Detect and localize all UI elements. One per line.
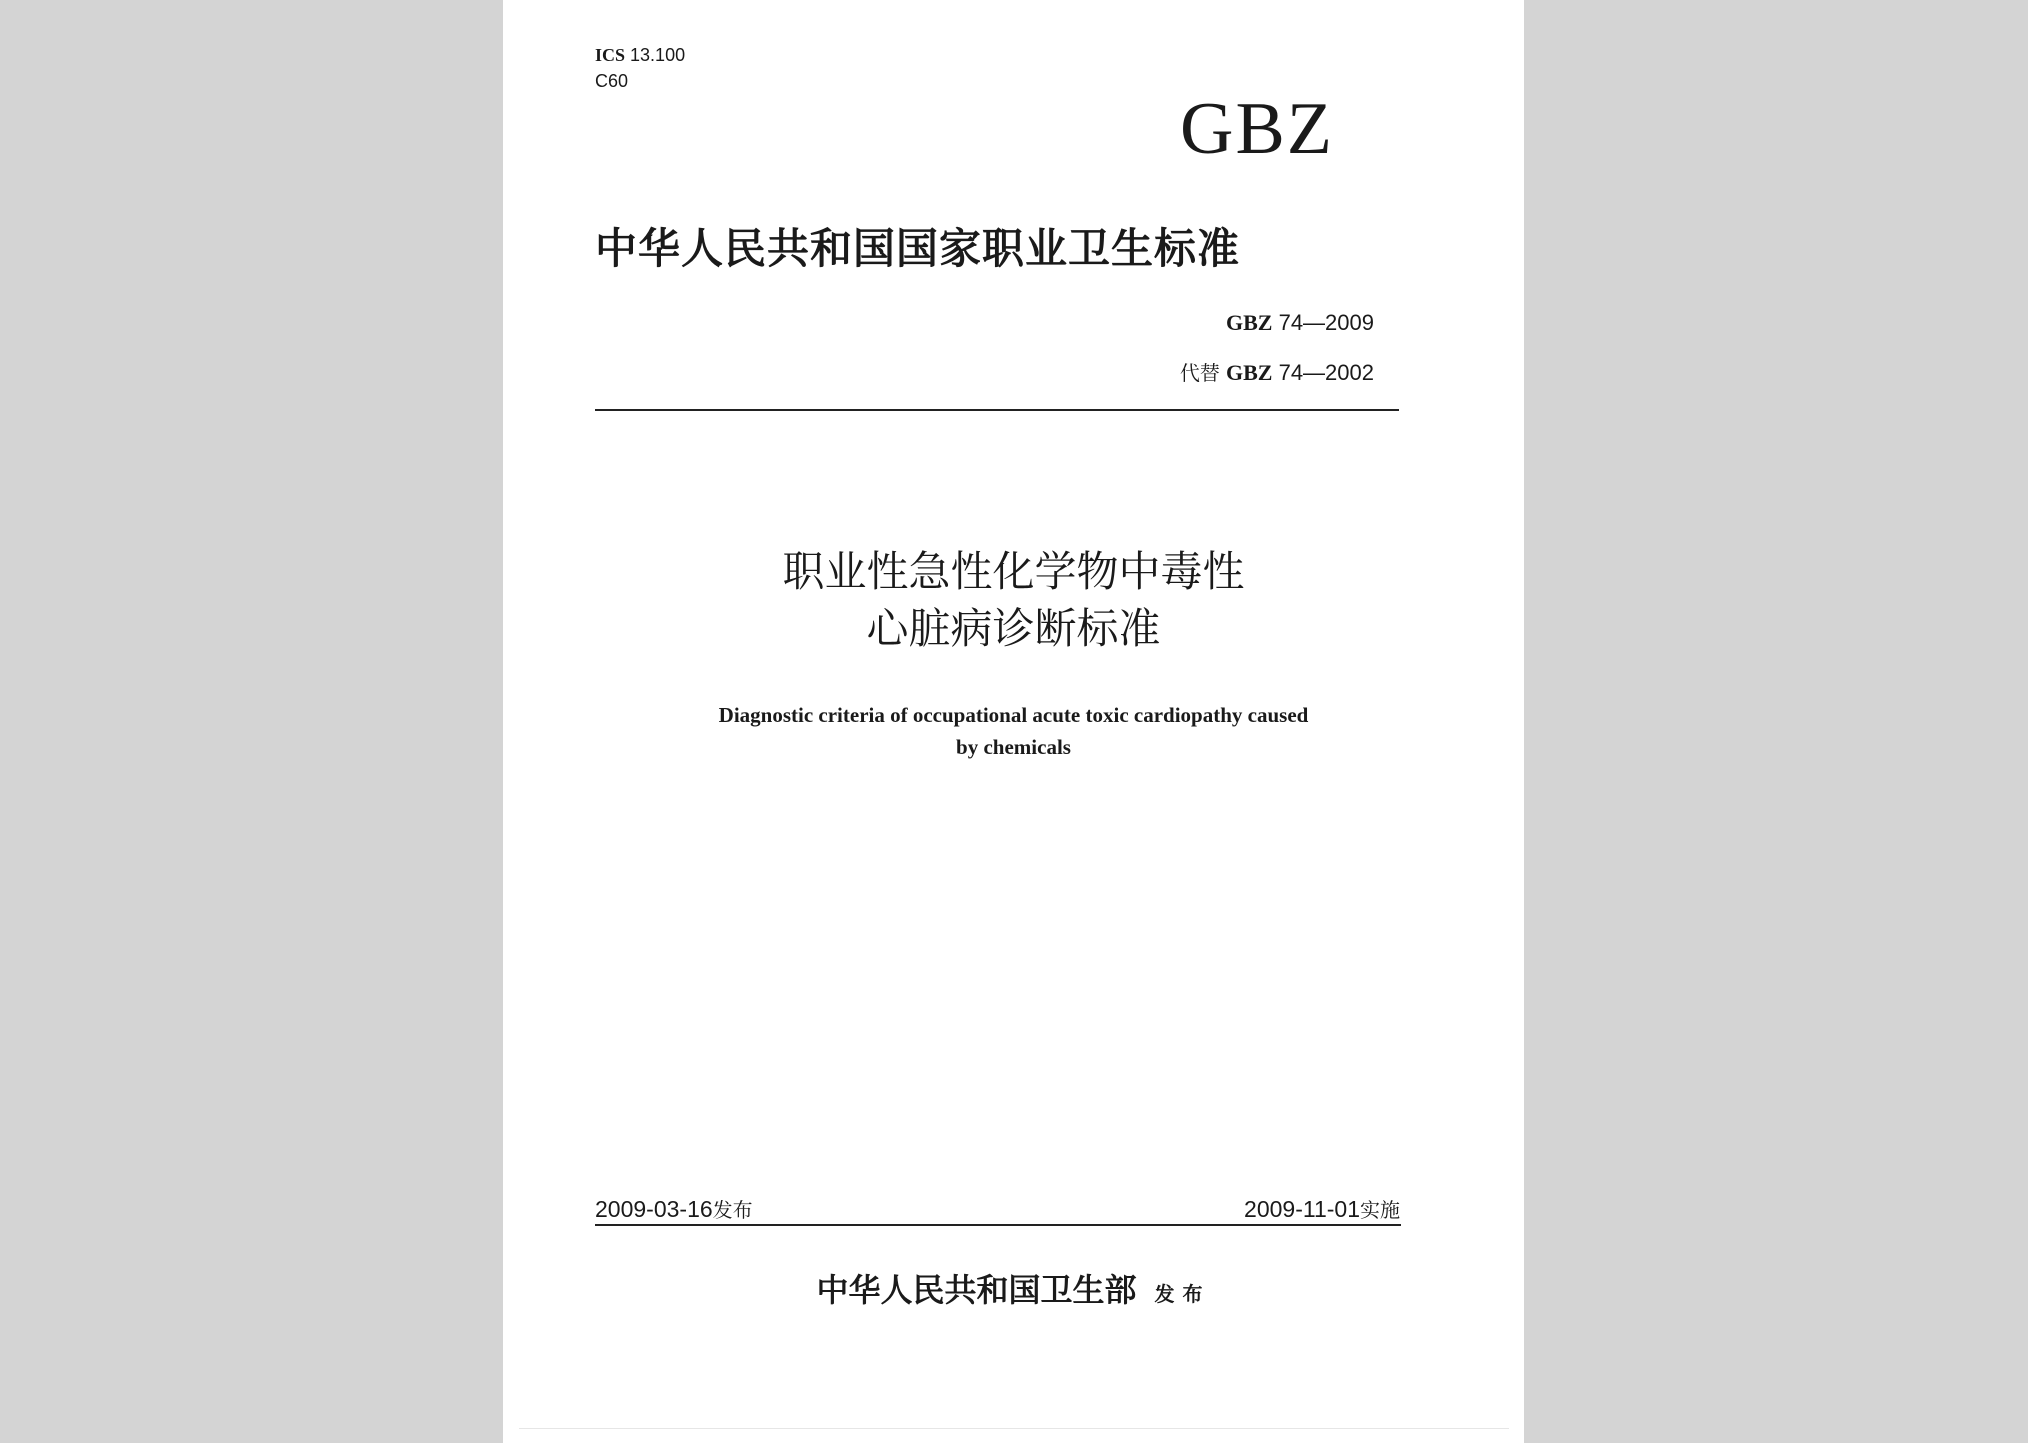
ics-number: 13.100: [630, 45, 686, 65]
issue-date-label: 发布: [712, 1200, 753, 1222]
effective-date-value: 2009-11-01: [1244, 1196, 1360, 1222]
title-en-line2: by chemicals: [956, 735, 1071, 759]
replaces-number: 74—2002: [1278, 360, 1374, 385]
gbz-logo: GBZ: [1180, 88, 1334, 170]
replaces-label: 代替: [1179, 361, 1220, 385]
footer-divider: [595, 1224, 1401, 1226]
ccs-code: C60: [595, 71, 629, 91]
standard-number: [1226, 312, 1374, 334]
document-page: [503, 0, 1524, 1443]
issue-date-value: 2009-03-16: [595, 1196, 713, 1222]
issue-date: [595, 1198, 753, 1221]
classification-codes: [595, 42, 685, 94]
publisher: [503, 1271, 1524, 1309]
effective-date: [1244, 1198, 1400, 1221]
national-standard-title: 中华人民共和国国家职业卫生标准: [595, 224, 1241, 273]
page-bottom-edge: [519, 1428, 1509, 1429]
publisher-org: 中华人民共和国卫生部: [816, 1271, 1137, 1309]
standard-prefix: GBZ: [1225, 310, 1273, 335]
ics-code: [595, 42, 685, 68]
replaces-standard: [1180, 362, 1374, 384]
publisher-action: 发布: [1154, 1282, 1211, 1306]
effective-date-label: 实施: [1360, 1200, 1400, 1222]
title-zh-line2: 心脏病诊断标准: [866, 604, 1161, 653]
standard-number-value: 74—2009: [1278, 310, 1374, 335]
ics-label: ICS: [595, 45, 626, 65]
title-zh-line1: 职业性急性化学物中毒性: [782, 547, 1245, 596]
title-en-line1: Diagnostic criteria of occupational acute toxic cardiopathy caused: [718, 703, 1309, 727]
replaces-prefix: GBZ: [1225, 360, 1273, 385]
header-divider: [595, 409, 1399, 411]
